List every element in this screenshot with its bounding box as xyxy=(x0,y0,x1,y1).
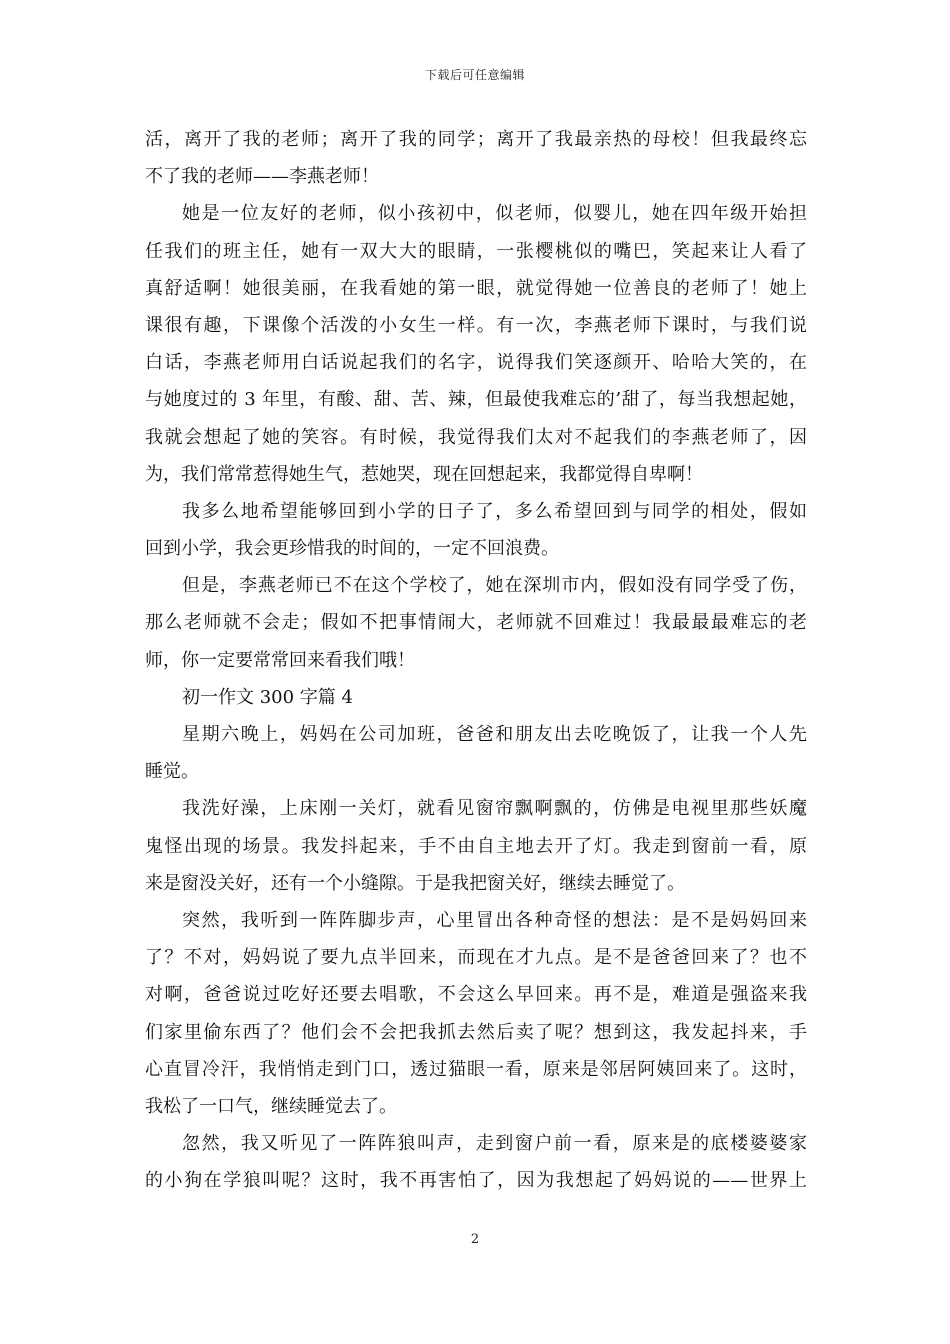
text-line: 睡觉。 xyxy=(145,761,199,783)
text-line: 但是，李燕老师已不在这个学校了，她在深圳市内，假如没有同学受了伤， xyxy=(182,575,807,597)
text-line: 对啊，爸爸说过吃好还要去唱歌，不会这么早回来。再不是，难道是强盗来我 xyxy=(145,984,807,1006)
text-line: 来是窗没关好，还有一个小缝隙。于是我把窗关好，继续去睡觉了。 xyxy=(145,872,685,894)
text-line: 师，你一定要常常回来看我们哦！ xyxy=(145,649,415,671)
text-line: 的小狗在学狼叫呢？这时，我不再害怕了，因为我想起了妈妈说的——世界上 xyxy=(145,1170,807,1192)
page-header: 下载后可任意编辑 xyxy=(424,68,525,82)
text-line: 我就会想起了她的笑容。有时候，我觉得我们太对不起我们的李燕老师了，因 xyxy=(145,426,807,448)
text-line: 了？不对，妈妈说了要九点半回来，而现在才九点。是不是爸爸回来了？也不 xyxy=(145,947,807,969)
text-line: 活，离开了我的老师；离开了我的同学；离开了我最亲热的母校！但我最终忘 xyxy=(145,129,807,150)
text-line: 初一作文 300 字篇 4 xyxy=(182,686,353,708)
text-line: 那么老师就不会走；假如不把事情闹大，老师就不回难过！我最最最难忘的老 xyxy=(145,612,807,634)
text-line: 真舒适啊！她很美丽，在我看她的第一眼，就觉得她一位善良的老师了！她上 xyxy=(145,277,807,299)
text-line: 任我们的班主任，她有一双大大的眼睛，一张樱桃似的嘴巴，笑起来让人看了 xyxy=(145,240,807,262)
text-line: 与她度过的 3 年里，有酸、甜、苦、辣，但最使我难忘的’甜了，每当我想起她， xyxy=(145,389,807,411)
text-line: 鬼怪出现的场景。我发抖起来，手不由自主地去开了灯。我走到窗前一看，原 xyxy=(145,835,807,857)
text-line: 们家里偷东西了？他们会不会把我抓去然后卖了呢？想到这，我发起抖来，手 xyxy=(145,1021,807,1043)
text-line: 我松了一口气，继续睡觉去了。 xyxy=(145,1095,397,1117)
text-line: 她是一位友好的老师，似小孩初中，似老师，似婴儿，她在四年级开始担 xyxy=(182,203,807,225)
page-number: 2 xyxy=(470,1232,480,1247)
text-line: 忽然，我又听见了一阵阵狼叫声，走到窗户前一看，原来是的底楼婆婆家 xyxy=(182,1133,807,1155)
text-line: 星期六晚上，妈妈在公司加班，爸爸和朋友出去吃晚饭了，让我一个人先 xyxy=(182,724,807,745)
text-line: 白话，李燕老师用白话说起我们的名字，说得我们笑逐颜开、哈哈大笑的，在 xyxy=(145,352,807,374)
text-line: 不了我的老师——李燕老师！ xyxy=(145,166,379,188)
text-line: 突然，我听到一阵阵脚步声，心里冒出各种奇怪的想法：是不是妈妈回来 xyxy=(182,909,807,931)
text-line: 心直冒冷汗，我悄悄走到门口，透过猫眼一看，原来是邻居阿姨回来了。这时， xyxy=(145,1058,807,1080)
text-line: 课很有趣，下课像个活泼的小女生一样。有一次，李燕老师下课时，与我们说 xyxy=(145,314,807,336)
text-line: 为，我们常常惹得她生气，惹她哭，现在回想起来，我都觉得自卑啊！ xyxy=(145,463,703,485)
text-line: 我洗好澡，上床刚一关灯，就看见窗帘飘啊飘的，仿佛是电视里那些妖魔 xyxy=(182,798,807,820)
document-body xyxy=(145,121,807,1199)
text-line: 回到小学，我会更珍惜我的时间的，一定不回浪费。 xyxy=(145,538,559,560)
text-line: 我多么地希望能够回到小学的日子了，多么希望回到与同学的相处，假如 xyxy=(182,500,807,522)
